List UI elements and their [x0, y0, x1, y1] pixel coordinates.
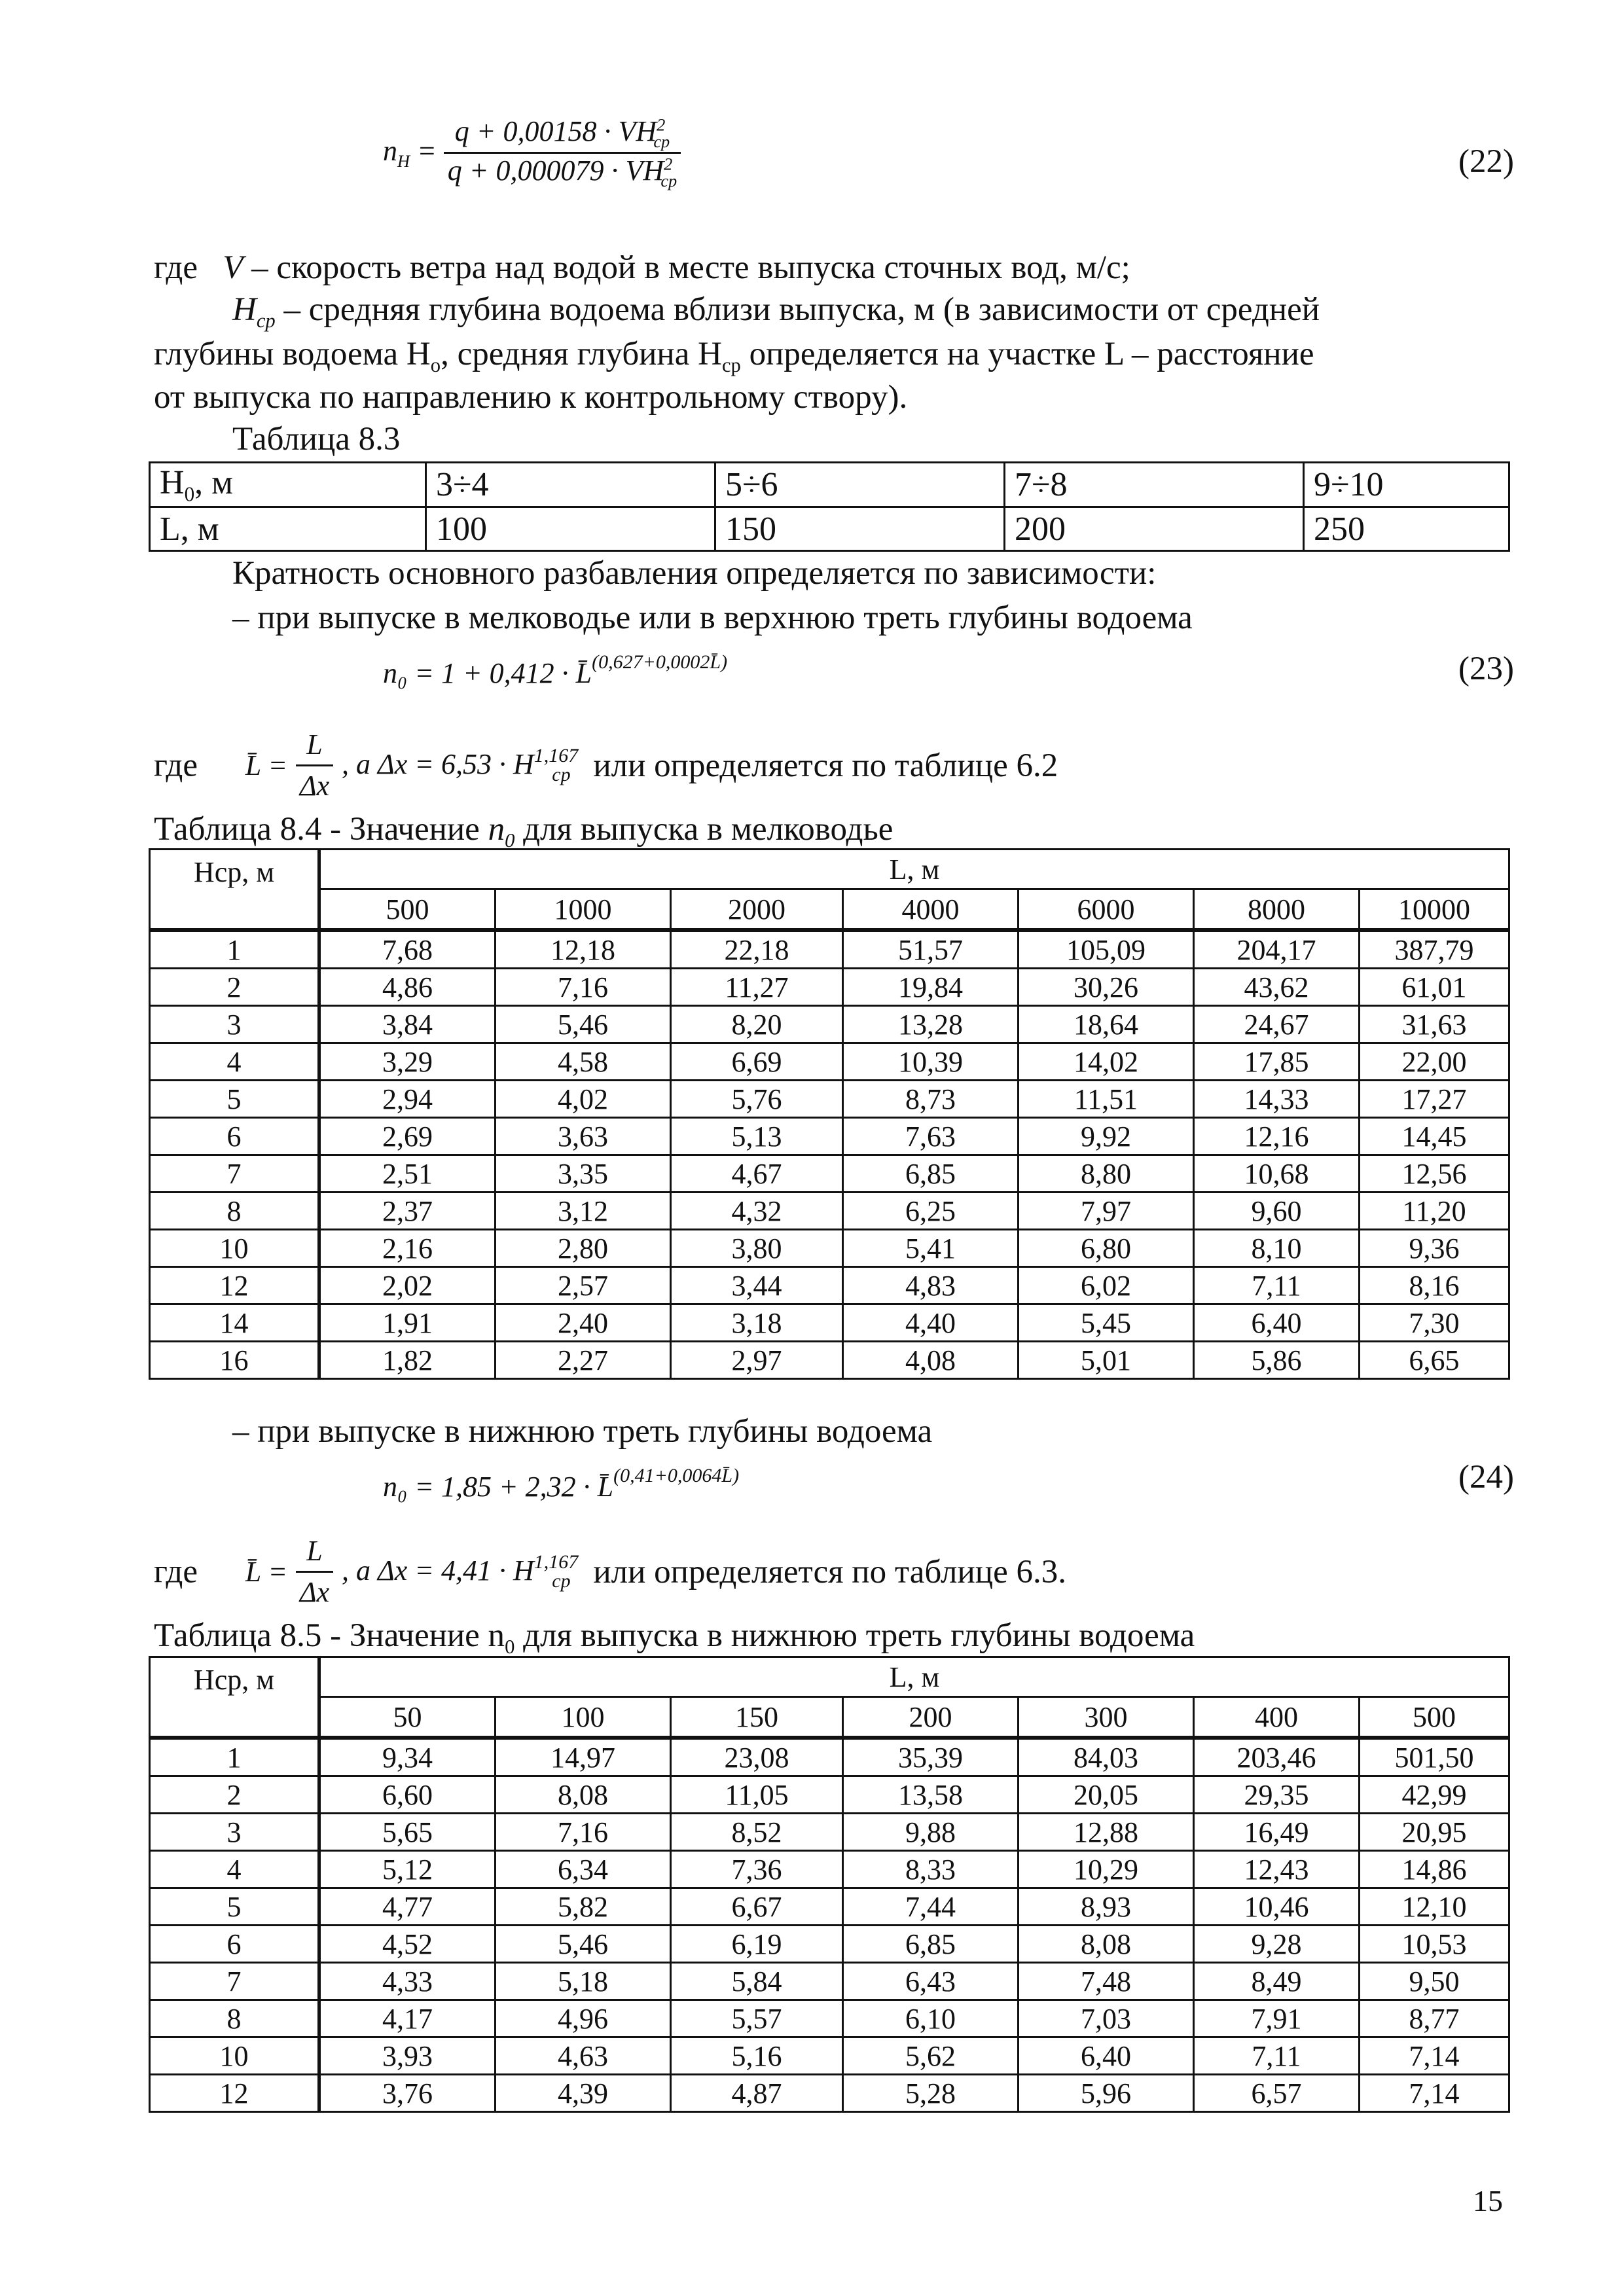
row-label: 4: [150, 1043, 319, 1081]
table-row: [150, 1155, 1509, 1193]
table-row: [150, 1342, 1509, 1379]
column-header: 2000: [671, 889, 843, 931]
table-cell: 6,60: [319, 1776, 496, 1814]
table-cell: 3÷4: [426, 463, 715, 507]
table-cell: 9,92: [1019, 1118, 1194, 1155]
table-cell: 12,88: [1019, 1814, 1194, 1851]
table-cell: 17,85: [1194, 1043, 1360, 1081]
table-cell: 105,09: [1019, 930, 1194, 969]
table-cell: 11,27: [671, 969, 843, 1006]
table-cell: 30,26: [1019, 969, 1194, 1006]
table-row: [150, 2037, 1509, 2075]
row-label: 3: [150, 1814, 319, 1851]
table-row: [150, 1963, 1509, 2000]
bullet-shallow-line: – при выпуске в мелководье или в верхнюю треть глубины водоема: [232, 600, 1193, 636]
row-header-label: Нср, м: [150, 1657, 319, 1738]
row-label: 8: [150, 1193, 319, 1230]
table-row: [150, 1851, 1509, 1888]
table-cell: 8,20: [671, 1006, 843, 1043]
table-cell: 8,08: [1019, 1926, 1194, 1963]
table-cell: 7,97: [1019, 1193, 1194, 1230]
table-cell: 6,69: [671, 1043, 843, 1081]
table-row: [150, 463, 1509, 507]
row-label: 6: [150, 1926, 319, 1963]
table-cell: 204,17: [1194, 930, 1360, 969]
formula-23: n₀ = 1 + 0,412 · L̄$^{(0,627+0,0002L̄)}$: [383, 651, 728, 689]
table-cell: 203,46: [1194, 1738, 1360, 1776]
where-line-24: где L̄ = $\frac{L}{\Delta x}$ , а Δx = 4,41 · H$^{1,167}_{cp}$ или определяется по таблице 6.3.: [154, 1532, 1066, 1612]
row-label: 1: [150, 930, 319, 969]
table-cell: 8,73: [843, 1081, 1019, 1118]
table-cell: 8,10: [1194, 1230, 1360, 1267]
table-cell: 2,69: [319, 1118, 496, 1155]
row-label: 7: [150, 1155, 319, 1193]
table-row: [150, 1043, 1509, 1081]
where-v-line: где V – скорость ветра над водой в месте выпуска сточных вод, м/с;: [154, 249, 1130, 286]
where-line-23: где L̄ = $\frac{L}{\Delta x}$ , а Δx = 6,53 · H$^{1,167}_{cp}$ или определяется по таблице 6.2: [154, 725, 1058, 806]
table-cell: L, м: [150, 507, 426, 551]
table-cell: 5,45: [1019, 1304, 1194, 1342]
table-cell: 6,10: [843, 2000, 1019, 2037]
table-header-row: [150, 1657, 1509, 1697]
table-cell: 2,40: [496, 1304, 671, 1342]
table-cell: 17,27: [1360, 1081, 1509, 1118]
column-header: 4000: [843, 889, 1019, 931]
table-8-4-caption: Таблица 8.4 - Значение $n_0$ для выпуска в мелководье: [154, 811, 893, 852]
table-cell: 5,12: [319, 1851, 496, 1888]
row-label: 6: [150, 1118, 319, 1155]
table-cell: 11,05: [671, 1776, 843, 1814]
table-cell: 250: [1304, 507, 1509, 551]
table-cell: 5,18: [496, 1963, 671, 2000]
table-row: [150, 1118, 1509, 1155]
table-cell: 22,18: [671, 930, 843, 969]
table-cell: 5,76: [671, 1081, 843, 1118]
table-cell: 3,35: [496, 1155, 671, 1193]
table-cell: 51,57: [843, 930, 1019, 969]
where-23-fraction: $\frac{L}{\Delta x}$: [296, 725, 333, 806]
table-cell: 5,57: [671, 2000, 843, 2037]
table-cell: 387,79: [1360, 930, 1509, 969]
row-header-label: Нср, м: [150, 850, 319, 931]
column-header: 500: [319, 889, 496, 931]
equation-number-24: (24): [1458, 1459, 1514, 1496]
column-header: 6000: [1019, 889, 1194, 931]
table-cell: 11,51: [1019, 1081, 1194, 1118]
table-cell: 5,82: [496, 1888, 671, 1926]
column-header: 200: [843, 1697, 1019, 1738]
column-header: 150: [671, 1697, 843, 1738]
table-header-row: [150, 1697, 1509, 1738]
row-label: 2: [150, 969, 319, 1006]
table-cell: 20,05: [1019, 1776, 1194, 1814]
table-cell: 6,34: [496, 1851, 671, 1888]
table-cell: 6,57: [1194, 2075, 1360, 2112]
column-header: 400: [1194, 1697, 1360, 1738]
table-cell: 6,67: [671, 1888, 843, 1926]
table-cell: 3,12: [496, 1193, 671, 1230]
table-cell: 22,00: [1360, 1043, 1509, 1081]
table-cell: 8,52: [671, 1814, 843, 1851]
table-cell: 7,16: [496, 1814, 671, 1851]
table-cell: 13,28: [843, 1006, 1019, 1043]
table-cell: 2,51: [319, 1155, 496, 1193]
row-label: 12: [150, 2075, 319, 2112]
table-cell: 5,96: [1019, 2075, 1194, 2112]
formula-22: [383, 115, 681, 191]
table-cell: 8,16: [1360, 1267, 1509, 1304]
table-row: [150, 1888, 1509, 1926]
table-cell: 10,29: [1019, 1851, 1194, 1888]
table-cell: 7,44: [843, 1888, 1019, 1926]
table-cell: 4,96: [496, 2000, 671, 2037]
paragraph-line-3: от выпуска по направлению к контрольному створу).: [154, 379, 908, 416]
table-row: [150, 1304, 1509, 1342]
table-8-3: [149, 461, 1510, 552]
table-row: [150, 2075, 1509, 2112]
table-cell: 7,30: [1360, 1304, 1509, 1342]
table-cell: 11,20: [1360, 1193, 1509, 1230]
table-header-row: [150, 889, 1509, 931]
table-cell: 5,46: [496, 1006, 671, 1043]
column-header: 8000: [1194, 889, 1360, 931]
table-cell: 4,17: [319, 2000, 496, 2037]
row-label: 7: [150, 1963, 319, 2000]
column-header: 10000: [1360, 889, 1509, 931]
table-cell: 16,49: [1194, 1814, 1360, 1851]
table-cell: 8,80: [1019, 1155, 1194, 1193]
table-cell: 8,93: [1019, 1888, 1194, 1926]
table-cell: 6,80: [1019, 1230, 1194, 1267]
table-cell: 8,77: [1360, 2000, 1509, 2037]
table-row: [150, 1814, 1509, 1851]
table-cell: 3,80: [671, 1230, 843, 1267]
row-label: 14: [150, 1304, 319, 1342]
row-label: 1: [150, 1738, 319, 1776]
table-row: [150, 2000, 1509, 2037]
table-cell: 1,82: [319, 1342, 496, 1379]
table-8-4: [149, 848, 1510, 1380]
table-cell: 6,19: [671, 1926, 843, 1963]
table-cell: 1,91: [319, 1304, 496, 1342]
table-cell: 14,02: [1019, 1043, 1194, 1081]
table-cell: 31,63: [1360, 1006, 1509, 1043]
table-cell: 23,08: [671, 1738, 843, 1776]
table-cell: 3,18: [671, 1304, 843, 1342]
paragraph-ratio-line: Кратность основного разбавления определяется по зависимости:: [232, 555, 1157, 592]
table-row: [150, 507, 1509, 551]
table-cell: 12,43: [1194, 1851, 1360, 1888]
table-cell: 8,33: [843, 1851, 1019, 1888]
row-label: 8: [150, 2000, 319, 2037]
column-group-label: L, м: [319, 850, 1509, 889]
table-cell: 5,13: [671, 1118, 843, 1155]
row-label: 12: [150, 1267, 319, 1304]
table-cell: 4,32: [671, 1193, 843, 1230]
table-cell: 5,65: [319, 1814, 496, 1851]
table-cell: 3,93: [319, 2037, 496, 2075]
row-label: 3: [150, 1006, 319, 1043]
table-cell: 5,16: [671, 2037, 843, 2075]
table-row: [150, 969, 1509, 1006]
table-cell: $H_0$, м: [150, 463, 426, 507]
table-cell: 14,97: [496, 1738, 671, 1776]
table-cell: 501,50: [1360, 1738, 1509, 1776]
table-cell: 4,67: [671, 1155, 843, 1193]
table-cell: 3,76: [319, 2075, 496, 2112]
table-cell: 5,46: [496, 1926, 671, 1963]
table-header-row: [150, 850, 1509, 889]
table-cell: 6,43: [843, 1963, 1019, 2000]
table-cell: 84,03: [1019, 1738, 1194, 1776]
formula-22-fraction: $\frac{q + 0,00158 \cdot VH^2_{cp}}{q + 0,000079 \cdot VH^2_{cp}}$: [444, 115, 681, 191]
table-cell: 4,40: [843, 1304, 1019, 1342]
table-cell: 200: [1005, 507, 1304, 551]
table-8-3-caption: Таблица 8.3: [232, 421, 401, 457]
table-cell: 14,45: [1360, 1118, 1509, 1155]
table-row: [150, 930, 1509, 969]
page-number: 15: [1473, 2184, 1503, 2217]
table-cell: 7,36: [671, 1851, 843, 1888]
table-cell: 9÷10: [1304, 463, 1509, 507]
where-24-fraction: $\frac{L}{\Delta x}$: [296, 1532, 333, 1612]
table-cell: 100: [426, 507, 715, 551]
column-header: 100: [496, 1697, 671, 1738]
table-cell: 35,39: [843, 1738, 1019, 1776]
table-cell: 4,02: [496, 1081, 671, 1118]
table-cell: 5,62: [843, 2037, 1019, 2075]
column-group-label: L, м: [319, 1657, 1509, 1697]
table-cell: 5,28: [843, 2075, 1019, 2112]
table-cell: 12,16: [1194, 1118, 1360, 1155]
table-cell: 6,40: [1019, 2037, 1194, 2075]
table-cell: 2,02: [319, 1267, 496, 1304]
table-cell: 2,97: [671, 1342, 843, 1379]
table-cell: 3,63: [496, 1118, 671, 1155]
table-cell: 5,01: [1019, 1342, 1194, 1379]
table-8-5-caption: Таблица 8.5 - Значение $n_0$ для выпуска в нижнюю треть глубины водоема: [154, 1617, 1195, 1659]
table-cell: 7,11: [1194, 2037, 1360, 2075]
table-cell: 2,94: [319, 1081, 496, 1118]
table-cell: 6,40: [1194, 1304, 1360, 1342]
row-label: 10: [150, 1230, 319, 1267]
table-cell: 6,02: [1019, 1267, 1194, 1304]
table-8-5: [149, 1656, 1510, 2113]
table-cell: 4,87: [671, 2075, 843, 2112]
table-cell: 4,08: [843, 1342, 1019, 1379]
table-cell: 2,27: [496, 1342, 671, 1379]
formula-24: n₀ = 1,85 + 2,32 · L̄$^{(0,41+0,0064L̄)}$: [383, 1465, 740, 1503]
table-cell: 6,65: [1360, 1342, 1509, 1379]
table-cell: 3,29: [319, 1043, 496, 1081]
row-label: 16: [150, 1342, 319, 1379]
table-cell: 9,50: [1360, 1963, 1509, 2000]
table-cell: 2,57: [496, 1267, 671, 1304]
row-label: 2: [150, 1776, 319, 1814]
table-cell: 24,67: [1194, 1006, 1360, 1043]
table-cell: 8,49: [1194, 1963, 1360, 2000]
table-cell: 12,56: [1360, 1155, 1509, 1193]
table-cell: 9,36: [1360, 1230, 1509, 1267]
table-cell: 5,86: [1194, 1342, 1360, 1379]
table-cell: 2,80: [496, 1230, 671, 1267]
table-row: [150, 1081, 1509, 1118]
table-cell: 6,85: [843, 1926, 1019, 1963]
table-cell: 5,41: [843, 1230, 1019, 1267]
table-cell: 10,68: [1194, 1155, 1360, 1193]
table-cell: 9,34: [319, 1738, 496, 1776]
table-cell: 3,44: [671, 1267, 843, 1304]
table-cell: 6,85: [843, 1155, 1019, 1193]
equation-number-22: (22): [1458, 143, 1514, 180]
table-cell: 4,83: [843, 1267, 1019, 1304]
table-cell: 12,18: [496, 930, 671, 969]
table-row: [150, 1230, 1509, 1267]
table-cell: 4,77: [319, 1888, 496, 1926]
table-cell: 29,35: [1194, 1776, 1360, 1814]
table-cell: 9,60: [1194, 1193, 1360, 1230]
table-cell: 7,14: [1360, 2037, 1509, 2075]
table-cell: 4,86: [319, 969, 496, 1006]
table-cell: 7,63: [843, 1118, 1019, 1155]
table-cell: 9,88: [843, 1814, 1019, 1851]
table-cell: 43,62: [1194, 969, 1360, 1006]
table-cell: 4,58: [496, 1043, 671, 1081]
table-cell: 150: [715, 507, 1005, 551]
table-cell: 42,99: [1360, 1776, 1509, 1814]
table-row: [150, 1776, 1509, 1814]
column-header: 1000: [496, 889, 671, 931]
table-cell: 10,46: [1194, 1888, 1360, 1926]
formula-22-lhs: $n_H$ =: [383, 134, 437, 171]
table-cell: 12,10: [1360, 1888, 1509, 1926]
row-label: 10: [150, 2037, 319, 2075]
column-header: 50: [319, 1697, 496, 1738]
table-cell: 19,84: [843, 969, 1019, 1006]
row-label: 4: [150, 1851, 319, 1888]
table-cell: 7,48: [1019, 1963, 1194, 2000]
table-row: [150, 1006, 1509, 1043]
table-cell: 20,95: [1360, 1814, 1509, 1851]
table-row: [150, 1926, 1509, 1963]
table-cell: 10,39: [843, 1043, 1019, 1081]
table-cell: 3,84: [319, 1006, 496, 1043]
table-cell: 2,37: [319, 1193, 496, 1230]
table-row: [150, 1193, 1509, 1230]
table-cell: 8,08: [496, 1776, 671, 1814]
table-cell: 7,14: [1360, 2075, 1509, 2112]
table-cell: 9,28: [1194, 1926, 1360, 1963]
table-cell: 7÷8: [1005, 463, 1304, 507]
table-cell: 4,33: [319, 1963, 496, 2000]
table-cell: 7,11: [1194, 1267, 1360, 1304]
paragraph-line-2: глубины водоема $Н_о$, средняя глубина $Н_{ср}$ определяется на участке L – расстояние: [154, 336, 1314, 377]
table-cell: 7,16: [496, 969, 671, 1006]
column-header: 300: [1019, 1697, 1194, 1738]
table-cell: 5÷6: [715, 463, 1005, 507]
row-label: 5: [150, 1081, 319, 1118]
table-cell: 7,68: [319, 930, 496, 969]
table-row: [150, 1738, 1509, 1776]
bullet-bottom-line: – при выпуске в нижнюю треть глубины водоема: [232, 1413, 933, 1450]
table-cell: 5,84: [671, 1963, 843, 2000]
table-cell: 4,63: [496, 2037, 671, 2075]
table-cell: 6,25: [843, 1193, 1019, 1230]
table-cell: 2,16: [319, 1230, 496, 1267]
table-row: [150, 1267, 1509, 1304]
table-cell: 14,86: [1360, 1851, 1509, 1888]
table-cell: 7,03: [1019, 2000, 1194, 2037]
table-cell: 10,53: [1360, 1926, 1509, 1963]
column-header: 500: [1360, 1697, 1509, 1738]
row-label: 5: [150, 1888, 319, 1926]
where-h-line: $H_{cp}$ – средняя глубина водоема вблизи выпуска, м (в зависимости от средней: [232, 291, 1320, 332]
table-cell: 4,39: [496, 2075, 671, 2112]
table-cell: 4,52: [319, 1926, 496, 1963]
table-cell: 7,91: [1194, 2000, 1360, 2037]
equation-number-23: (23): [1458, 651, 1514, 687]
table-cell: 18,64: [1019, 1006, 1194, 1043]
table-cell: 13,58: [843, 1776, 1019, 1814]
table-cell: 61,01: [1360, 969, 1509, 1006]
table-cell: 14,33: [1194, 1081, 1360, 1118]
